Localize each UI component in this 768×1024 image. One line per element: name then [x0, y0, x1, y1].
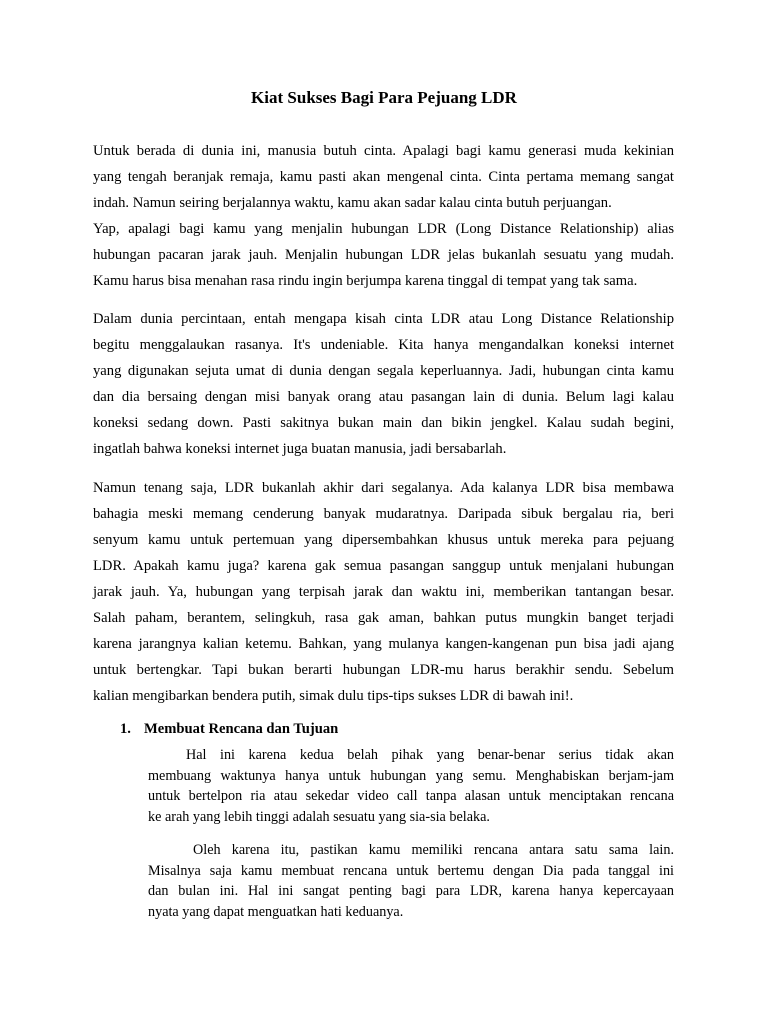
text-line: Misalnya saja kamu membuat rencana untuk bertemu dengan Dia pada tanggal ini: [148, 862, 674, 879]
text-line: dan bulan ini. Hal ini sangat penting bagi para LDR, karena hanya kepercayaan: [148, 883, 674, 899]
section-number: 1.: [120, 721, 131, 737]
text-line: Yap, apalagi bagi kamu yang menjalin hubungan LDR (Long Distance Relationship) alias: [93, 221, 674, 237]
intro-paragraph-1: [93, 138, 674, 294]
text-line: LDR. Apakah kamu juga? karena gak semua pasangan sanggup untuk menjalani hubungan: [93, 558, 674, 574]
text-line: karena jarangnya kalian ketemu. Bahkan, yang mulanya kangen-kangenan pun bisa jadi ajang: [93, 636, 674, 652]
text-line: membuang waktunya hanya untuk hubungan yang semu. Menghabiskan berjam-jam: [148, 767, 674, 784]
text-line: Kamu harus bisa menahan rasa rindu ingin berjumpa karena tinggal di tempat yang tak sama.: [93, 273, 638, 289]
section-paragraph-2: [148, 840, 674, 922]
text-line: yang digunakan sejuta umat di dunia dengan segala keperluannya. Jadi, hubungan cinta kamu: [93, 363, 674, 379]
text-line: Untuk berada di dunia ini, manusia butuh cinta. Apalagi bagi kamu generasi muda kekinian: [93, 143, 674, 159]
text-line: Namun tenang saja, LDR bukanlah akhir dari segalanya. Ada kalanya LDR bisa membawa: [93, 480, 674, 496]
text-line: Hal ini karena kedua belah pihak yang benar-benar serius tidak akan: [186, 747, 674, 763]
text-line: untuk bertelpon ria atau sekedar video call tanpa alasan untuk menciptakan rencana: [148, 788, 674, 804]
text-line: bahagia meski memang cenderung banyak mudaratnya. Daripada sibuk bergalau ria, beri: [93, 506, 674, 522]
text-line: ingatlah bahwa koneksi internet juga buatan manusia, jadi bersabarlah.: [93, 441, 507, 457]
section-title: Membuat Rencana dan Tujuan: [144, 721, 339, 737]
document-title: Kiat Sukses Bagi Para Pejuang LDR: [251, 88, 517, 107]
text-line: senyum kamu untuk pertemuan yang dipersembahkan khusus untuk mereka para pejuang: [93, 532, 674, 548]
text-line: jarak jauh. Ya, hubungan yang terpisah jarak dan waktu ini, memberikan tantangan besar.: [93, 584, 674, 600]
text-line: koneksi sedang down. Pasti sakitnya bukan main dan bikin jengkel. Kalau sudah begini,: [93, 415, 674, 431]
text-line: indah. Namun seiring berjalannya waktu, kamu akan sadar kalau cinta butuh perjuangan.: [93, 195, 612, 211]
text-line: Dalam dunia percintaan, entah mengapa kisah cinta LDR atau Long Distance Relationship: [93, 311, 674, 327]
text-line: Oleh karena itu, pastikan kamu memiliki rencana antara satu sama lain.: [193, 842, 674, 858]
text-line: nyata yang dapat menguatkan hati keduanya.: [148, 903, 404, 920]
intro-paragraph-3: [93, 475, 674, 709]
text-line: begitu menggalaukan rasanya. It's undeniable. Kita hanya mengandalkan koneksi internet: [93, 337, 674, 353]
text-line: untuk bertengkar. Tapi bukan berarti hubungan LDR-mu harus berakhir sendu. Sebelum: [93, 662, 674, 678]
text-line: ke arah yang lebih tinggi adalah sesuatu yang sia-sia belaka.: [148, 808, 490, 825]
section-paragraph-1: [148, 745, 674, 827]
text-line: yang tengah beranjak remaja, kamu pasti akan mengenal cinta. Cinta pertama memang sangat: [93, 169, 674, 185]
intro-paragraph-2: [93, 306, 674, 462]
text-line: kalian mengibarkan bendera putih, simak dulu tips-tips sukses LDR di bawah ini!.: [93, 688, 574, 704]
text-line: dan dia bersaing dengan misi banyak orang atau pasangan lain di dunia. Belum lagi kalau: [93, 389, 674, 405]
text-line: hubungan pacaran jarak jauh. Menjalin hubungan LDR jelas bukanlah sesuatu yang mudah.: [93, 247, 674, 263]
section-heading: [120, 718, 338, 740]
text-line: Salah paham, berantem, selingkuh, rasa gak aman, bahkan putus mungkin banget terjadi: [93, 610, 674, 626]
